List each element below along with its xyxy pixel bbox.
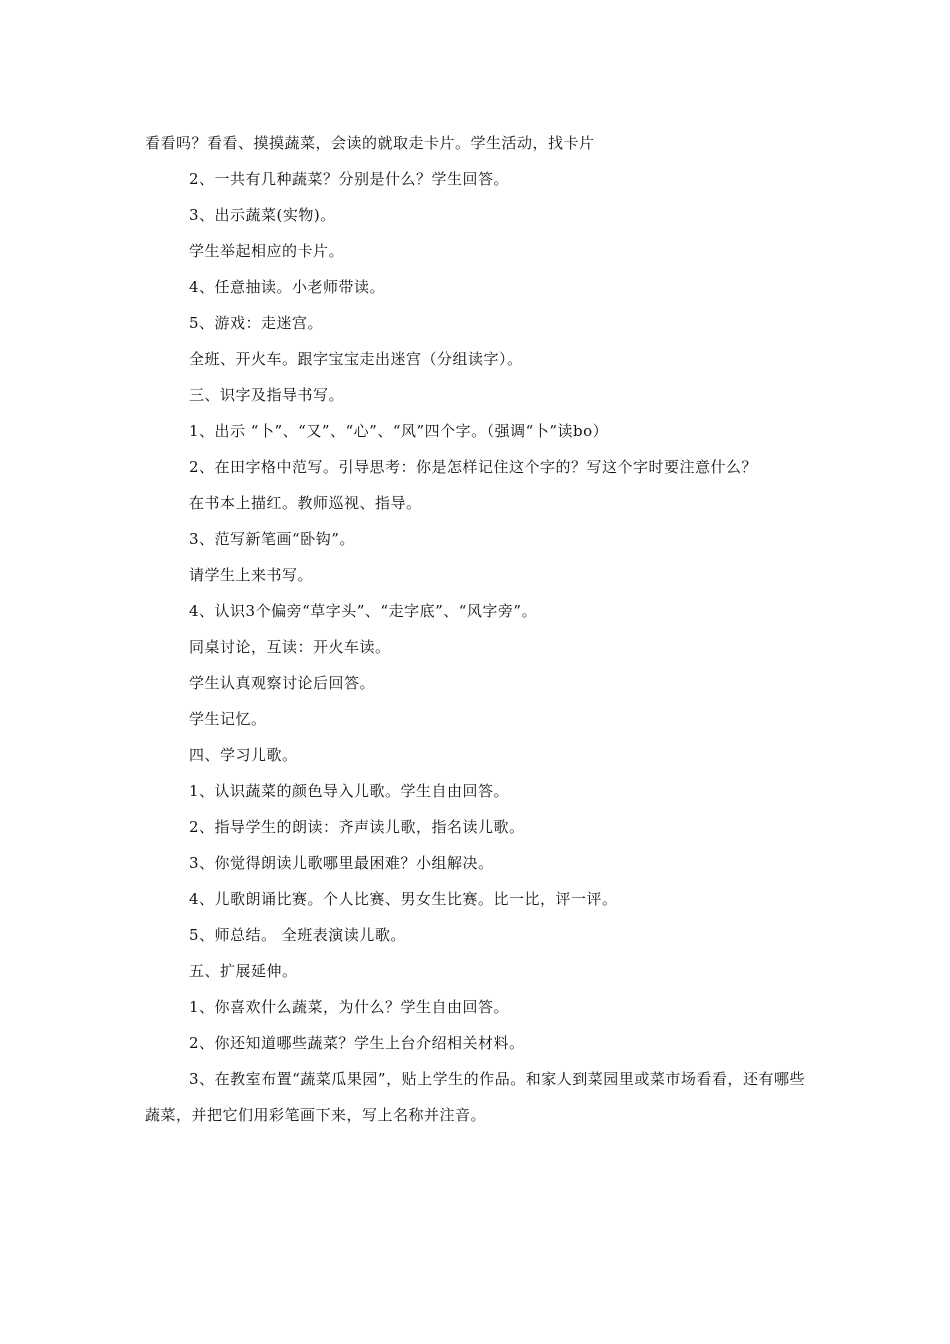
paragraph-line: 2、你还知道哪些蔬菜？学生上台介绍相关材料。 — [189, 1034, 525, 1052]
paragraph-line: 5、师总结。 全班表演读儿歌。 — [189, 926, 406, 944]
paragraph-line: 看看吗？看看、摸摸蔬菜，会读的就取走卡片。学生活动，找卡片 — [145, 134, 595, 152]
paragraph-line: 3、出示蔬菜(实物)。 — [189, 206, 336, 224]
paragraph-line: 2、在田字格中范写。引导思考：你是怎样记住这个字的？写这个字时要注意什么？ — [189, 458, 758, 476]
paragraph-line: 在书本上描红。教师巡视、指导。 — [189, 494, 422, 512]
document-body — [145, 125, 805, 1133]
paragraph-line: 全班、开火车。跟字宝宝走出迷宫（分组读字）。 — [189, 350, 523, 368]
paragraph-line: 2、指导学生的朗读：齐声读儿歌，指名读儿歌。 — [189, 818, 525, 836]
section-heading: 五、扩展延伸。 — [189, 962, 298, 980]
paragraph-wrapped: 3、在教室布置“蔬菜瓜果园”，贴上学生的作品。和家人到菜园里或菜市场看看，还有哪些蔬菜，并把它们用彩笔画下来，写上名称并注音。 — [145, 1070, 805, 1124]
paragraph-line: 3、范写新笔画“卧钩”。 — [189, 530, 355, 548]
paragraph-line: 1、出示 “卜”、“又”、“心”、“风”四个字。（强调“卜”读bo） — [189, 422, 609, 440]
paragraph-line: 2、一共有几种蔬菜？分别是什么？学生回答。 — [189, 170, 510, 188]
paragraph-line: 同桌讨论，互读：开火车读。 — [189, 638, 391, 656]
paragraph-line: 请学生上来书写。 — [189, 566, 314, 584]
paragraph-line: 4、儿歌朗诵比赛。个人比赛、男女生比赛。比一比，评一评。 — [189, 890, 618, 908]
paragraph-line: 4、任意抽读。小老师带读。 — [189, 278, 386, 296]
section-heading: 四、学习儿歌。 — [189, 746, 298, 764]
paragraph-line: 学生举起相应的卡片。 — [189, 242, 345, 260]
paragraph-line: 5、游戏：走迷宫。 — [189, 314, 324, 332]
paragraph-line: 学生认真观察讨论后回答。 — [189, 674, 376, 692]
paragraph-line: 1、认识蔬菜的颜色导入儿歌。学生自由回答。 — [189, 782, 510, 800]
paragraph-line: 4、认识3个偏旁“草字头”、“走字底”、“风字旁”。 — [189, 602, 538, 620]
paragraph-line: 1、你喜欢什么蔬菜，为什么？学生自由回答。 — [189, 998, 510, 1016]
section-heading: 三、识字及指导书写。 — [189, 386, 345, 404]
paragraph-line: 学生记忆。 — [189, 710, 267, 728]
paragraph-line: 3、你觉得朗读儿歌哪里最困难？小组解决。 — [189, 854, 494, 872]
